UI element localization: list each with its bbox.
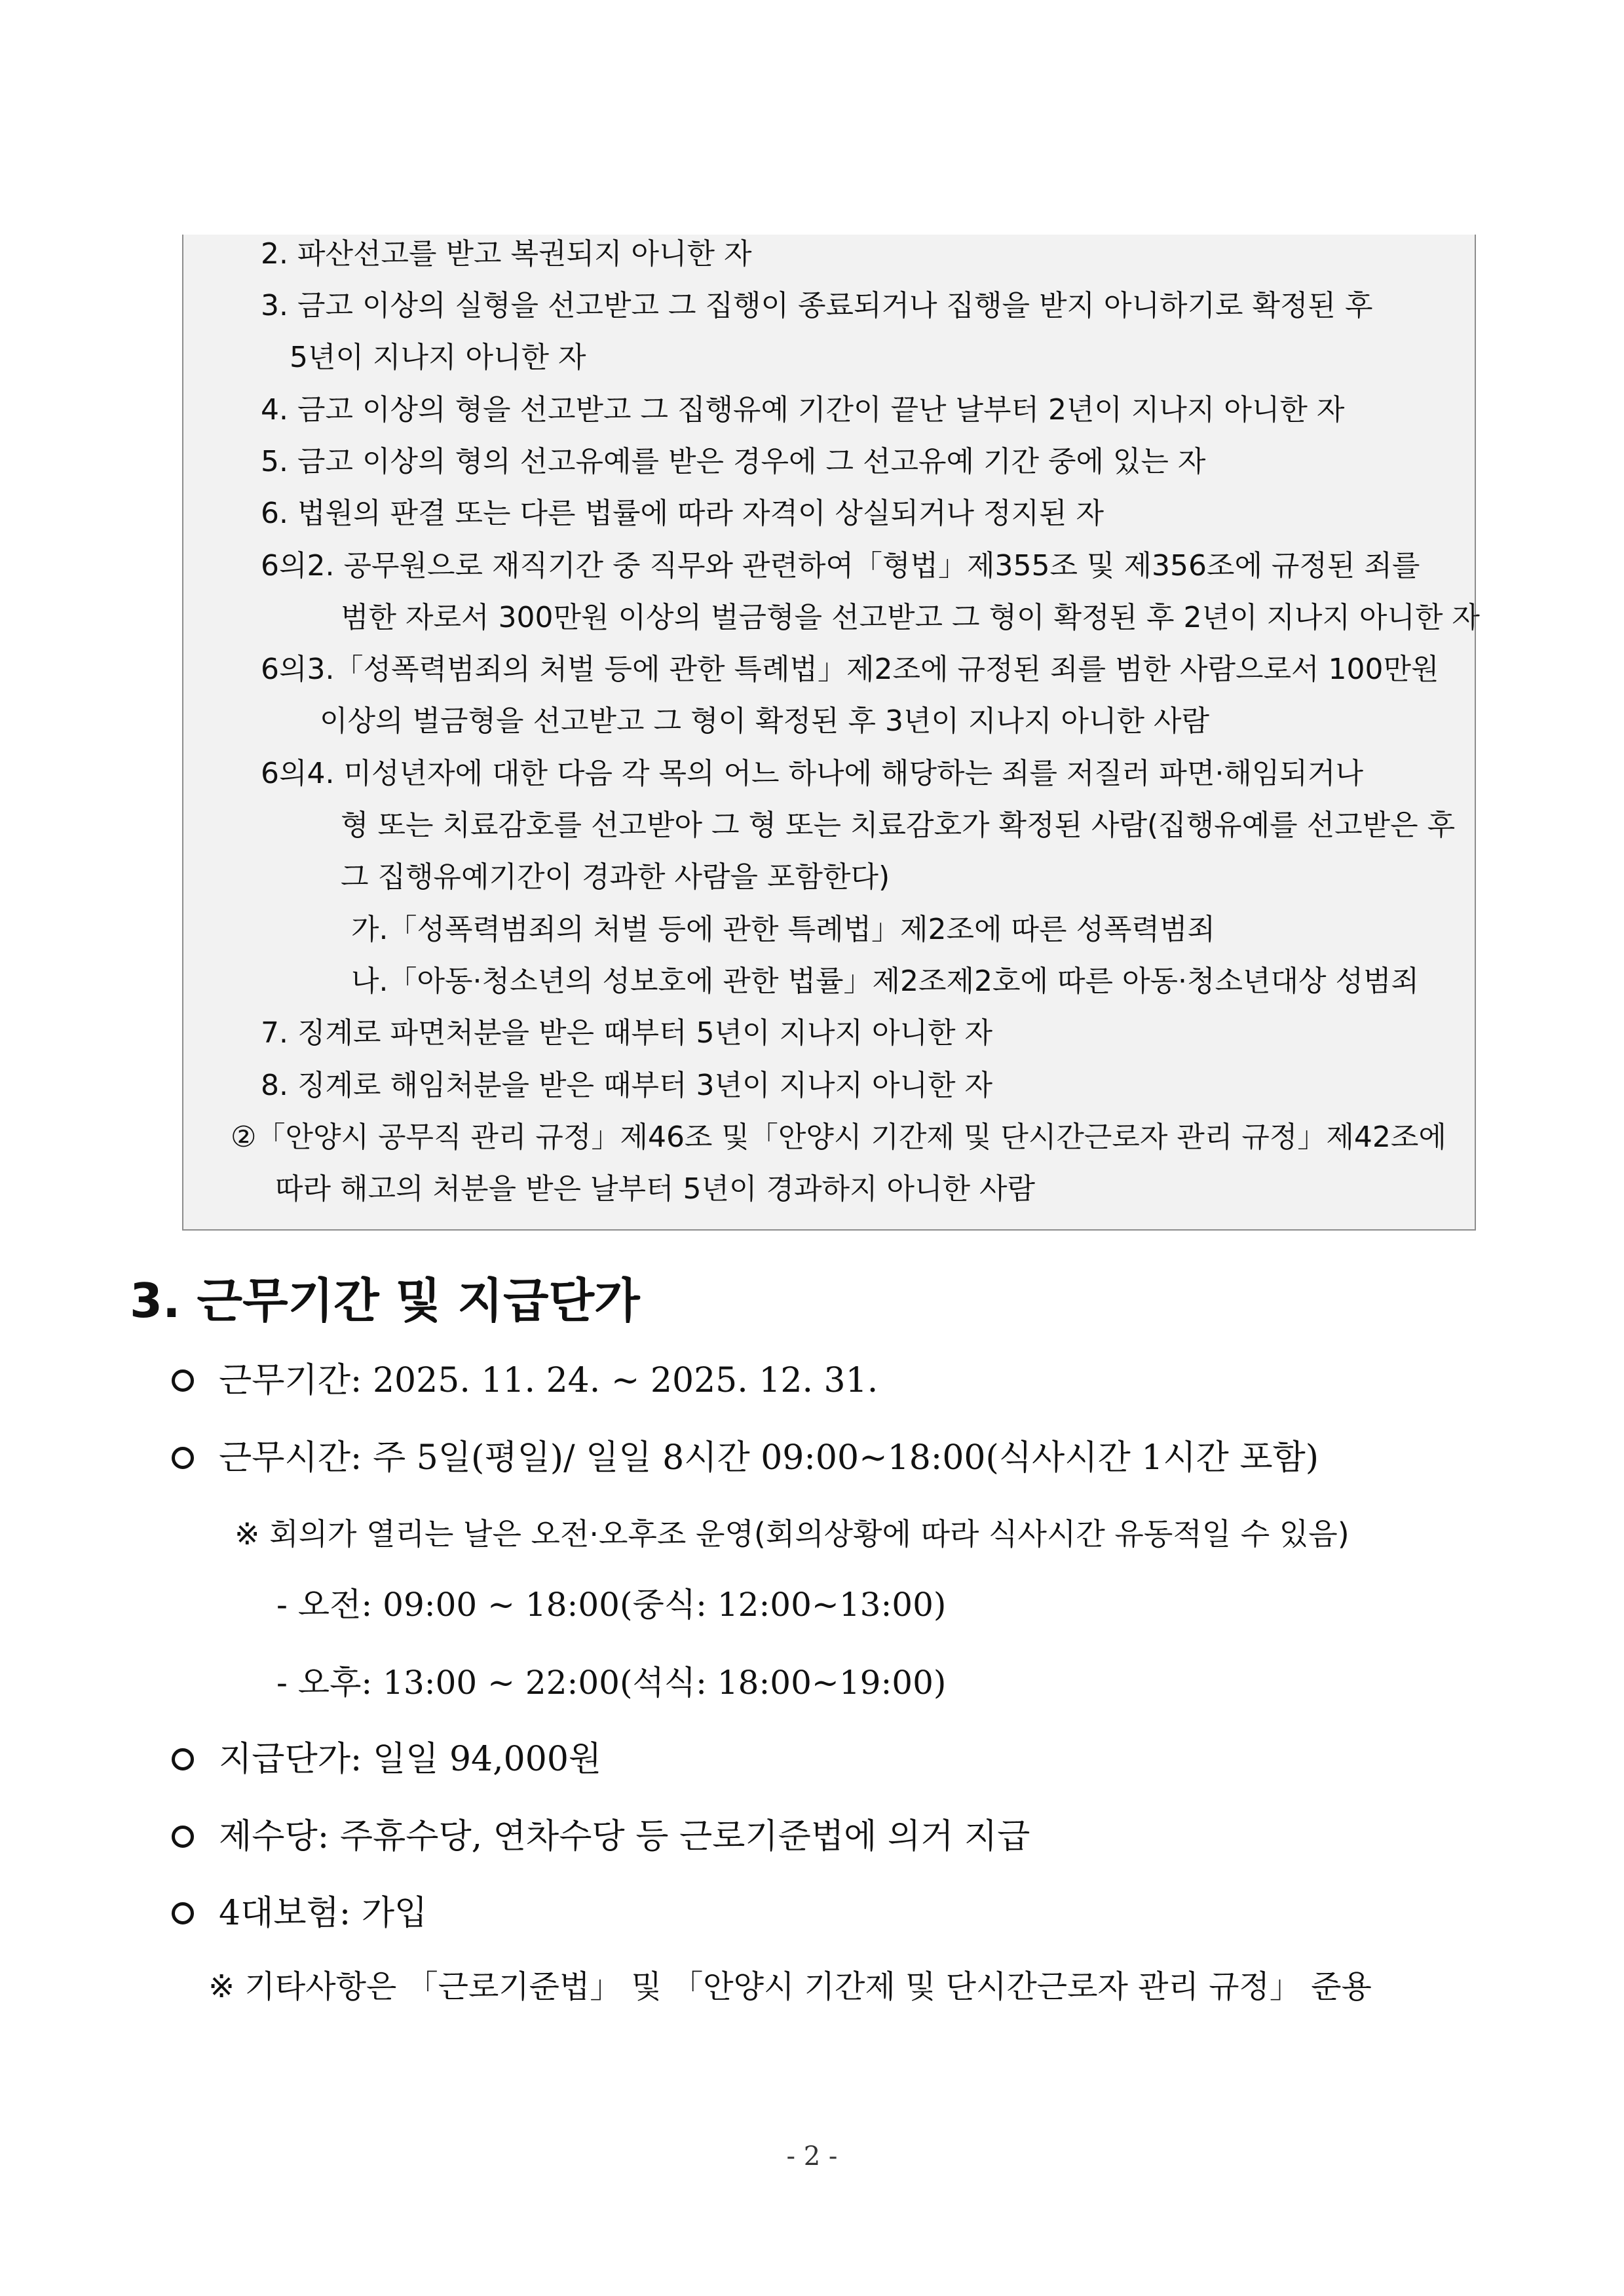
allowances: 제수당: 주휴수당, 연차수당 등 근로기준법에 의거 지급: [219, 1817, 1030, 1856]
circle-bullet-icon: [172, 1369, 194, 1392]
box-line-6-4-cont1: 형 또는 치료감호를 선고받아 그 형 또는 치료감호가 확정된 사람(집행유예를 선고받은 후: [341, 809, 1456, 842]
circle-bullet-icon: [172, 1748, 194, 1770]
box-line-6-4-na: 나.「아동·청소년의 성보호에 관한 법률」제2조제2호에 따른 아동·청소년대상 성범죄: [351, 965, 1419, 998]
afternoon-shift: - 오후: 13:00 ~ 22:00(석식: 18:00~19:00): [276, 1664, 947, 1702]
box-line-circle-2: ②「안양시 공무직 관리 규정」제46조 및「안양시 기간제 및 단시간근로자 관리 규정」제42조에: [231, 1120, 1446, 1154]
box-line-6-4-cont2: 그 집행유예기간이 경과한 사람을 포함한다): [341, 860, 890, 894]
box-line-3: 3. 금고 이상의 실형을 선고받고 그 집행이 종료되거나 집행을 받지 아니하기로 확정된 후: [261, 289, 1373, 322]
box-line-2: 2. 파산선고를 받고 복권되지 아니한 자: [261, 237, 752, 271]
box-line-4: 4. 금고 이상의 형을 선고받고 그 집행유예 기간이 끝난 날부터 2년이 지나지 아니한 자: [261, 393, 1345, 427]
box-line-3-cont: 5년이 지나지 아니한 자: [290, 341, 586, 374]
insurance-row: [172, 1890, 427, 1936]
daily-pay: 지급단가: 일일 94,000원: [219, 1740, 602, 1779]
other-note: ※ 기타사항은 「근로기준법」 및 「안양시 기간제 및 단시간근로자 관리 규정」 준용: [208, 1968, 1372, 2005]
hours-note: ※ 회의가 열리는 날은 오전·오후조 운영(회의상황에 따라 식사시간 유동적일 수 있음): [235, 1516, 1350, 1552]
box-line-6-4-ga: 가.「성폭력범죄의 처벌 등에 관한 특례법」제2조에 따른 성폭력범죄: [351, 913, 1215, 946]
box-line-5: 5. 금고 이상의 형의 선고유예를 받은 경우에 그 선고유예 기간 중에 있는 자: [261, 445, 1206, 478]
section-title: 3. 근무기간 및 지급단가: [130, 1273, 640, 1328]
work-period: 근무기간: 2025. 11. 24. ~ 2025. 12. 31.: [219, 1361, 878, 1400]
circle-bullet-icon: [172, 1447, 194, 1469]
box-line-7: 7. 징계로 파면처분을 받은 때부터 5년이 지나지 아니한 자: [261, 1016, 992, 1050]
box-line-6-2: 6의2. 공무원으로 재직기간 중 직무와 관련하여「형법」제355조 및 제356조에 규정된 죄를: [261, 549, 1420, 583]
work-hours-row: [172, 1435, 1319, 1481]
box-line-6-3-cont: 이상의 벌금형을 선고받고 그 형이 확정된 후 3년이 지나지 아니한 사람: [320, 704, 1209, 738]
work-period-row: [172, 1358, 878, 1404]
page-number: - 2 -: [786, 2141, 838, 2172]
box-line-circle-2-cont: 따라 해고의 처분을 받은 날부터 5년이 경과하지 아니한 사람: [275, 1172, 1035, 1206]
box-line-6-4: 6의4. 미성년자에 대한 다음 각 목의 어느 하나에 해당하는 죄를 저질러 파면·해임되거나: [261, 757, 1363, 790]
box-line-6: 6. 법원의 판결 또는 다른 법률에 따라 자격이 상실되거나 정지된 자: [261, 497, 1104, 530]
pay-row: [172, 1736, 601, 1782]
insurance: 4대보험: 가입: [219, 1894, 428, 1933]
circle-bullet-icon: [172, 1826, 194, 1848]
allowances-row: [172, 1814, 1030, 1860]
work-hours: 근무시간: 주 5일(평일)/ 일일 8시간 09:00~18:00(식사시간 1시간 포함): [219, 1438, 1319, 1478]
box-line-6-3: 6의3.「성폭력범죄의 처벌 등에 관한 특례법」제2조에 규정된 죄를 범한 사람으로서 100만원: [261, 653, 1439, 686]
morning-shift: - 오전: 09:00 ~ 18:00(중식: 12:00~13:00): [276, 1586, 947, 1624]
circle-bullet-icon: [172, 1902, 194, 1924]
box-line-6-2-cont: 범한 자로서 300만원 이상의 벌금형을 선고받고 그 형이 확정된 후 2년이 지나지 아니한 자: [341, 601, 1480, 634]
box-line-8: 8. 징계로 해임처분을 받은 때부터 3년이 지나지 아니한 자: [261, 1069, 992, 1102]
